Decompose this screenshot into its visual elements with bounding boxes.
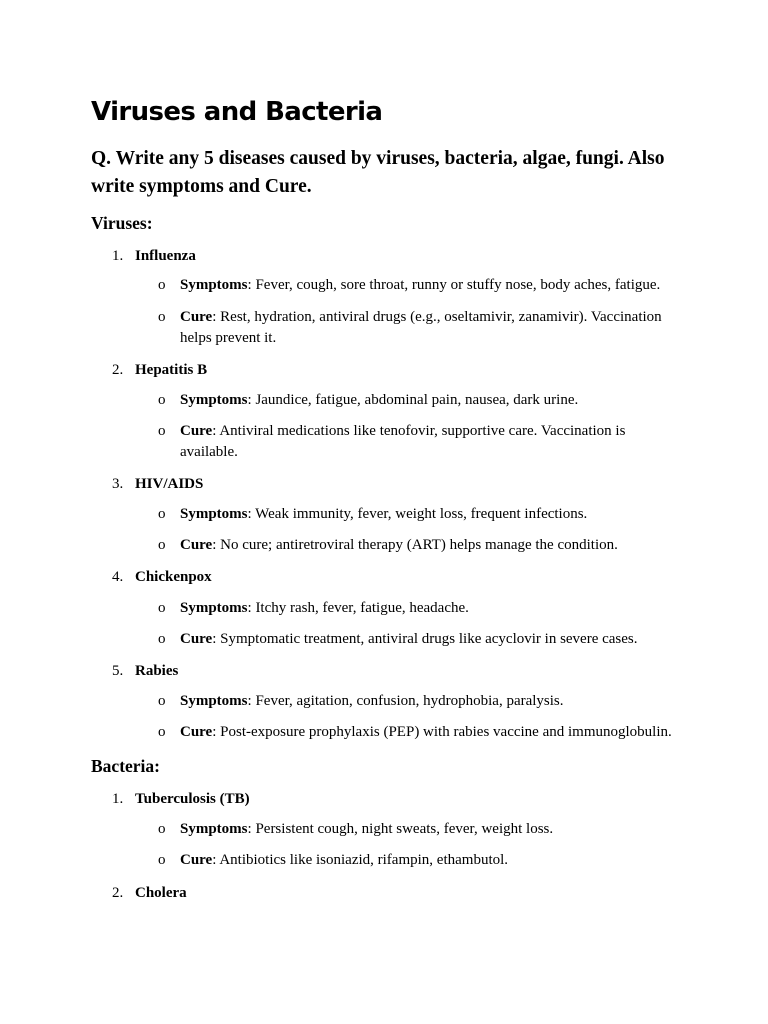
cure-value: Post-exposure prophylaxis (PEP) with rabies vaccine and immunoglobulin. [220, 724, 672, 740]
bullet-marker: o [158, 631, 166, 647]
label-separator: : [212, 724, 221, 740]
cure-value: Symptomatic treatment, antiviral drugs like acyclovir in severe cases. [220, 631, 638, 647]
bullet-marker: o [158, 537, 166, 553]
cure-label: Cure [180, 537, 213, 553]
cure-value: No cure; antiretroviral therapy (ART) helps manage the condition. [220, 537, 618, 553]
symptoms-value: Itchy rash, fever, fatigue, headache. [255, 600, 469, 616]
section-heading: Viruses: [91, 213, 153, 233]
disease-name: Hepatitis B [135, 362, 208, 378]
cure-label: Cure [180, 852, 213, 868]
symptoms-text [180, 275, 680, 296]
bullet-marker: o [158, 277, 166, 293]
disease-name: Tuberculosis (TB) [135, 791, 250, 807]
label-separator: : [212, 852, 220, 868]
cure-text [180, 722, 680, 743]
bullet-marker: o [158, 852, 166, 868]
label-separator: : [247, 693, 256, 709]
cure-text [180, 850, 680, 871]
list-number: 2. [112, 885, 124, 901]
symptoms-text [180, 691, 680, 712]
disease-name: Rabies [135, 663, 179, 679]
cure-label: Cure [180, 423, 213, 439]
bullet-marker: o [158, 724, 166, 740]
symptoms-label: Symptoms [180, 821, 248, 837]
symptoms-value: Jaundice, fatigue, abdominal pain, nausea, dark urine. [255, 392, 579, 408]
cure-label: Cure [180, 724, 213, 740]
symptoms-label: Symptoms [180, 277, 248, 293]
symptoms-value: Fever, agitation, confusion, hydrophobia, paralysis. [255, 693, 564, 709]
label-separator: : [247, 821, 256, 837]
symptoms-label: Symptoms [180, 392, 248, 408]
disease-name: HIV/AIDS [135, 476, 204, 492]
bullet-marker: o [158, 392, 166, 408]
cure-text [180, 307, 680, 349]
label-separator: : [212, 423, 220, 439]
symptoms-value: Persistent cough, night sweats, fever, weight loss. [255, 821, 554, 837]
question-text: Q. Write any 5 diseases caused by viruses, bacteria, algae, fungi. Also write symptoms and Cure. [91, 148, 665, 197]
list-number: 1. [112, 791, 124, 807]
document-title: Viruses and Bacteria [91, 97, 383, 127]
cure-value: Antiviral medications like tenofovir, supportive care. Vaccination is available. [180, 423, 626, 460]
cure-text [180, 629, 680, 650]
section-heading: Bacteria: [91, 756, 160, 776]
label-separator: : [247, 506, 256, 522]
symptoms-label: Symptoms [180, 600, 248, 616]
bullet-marker: o [158, 821, 166, 837]
symptoms-value: Fever, cough, sore throat, runny or stuffy nose, body aches, fatigue. [255, 277, 661, 293]
disease-name: Cholera [135, 885, 187, 901]
symptoms-label: Symptoms [180, 506, 248, 522]
symptoms-value: Weak immunity, fever, weight loss, frequent infections. [255, 506, 588, 522]
cure-label: Cure [180, 631, 213, 647]
list-number: 3. [112, 476, 124, 492]
symptoms-text [180, 598, 680, 619]
label-separator: : [247, 392, 256, 408]
bullet-marker: o [158, 600, 166, 616]
label-separator: : [212, 537, 221, 553]
cure-label: Cure [180, 309, 213, 325]
symptoms-text [180, 819, 680, 840]
cure-value: Rest, hydration, antiviral drugs (e.g., oseltamivir, zanamivir). Vaccination helps prevent it. [180, 309, 662, 346]
label-separator: : [247, 277, 256, 293]
bullet-marker: o [158, 423, 166, 439]
disease-name: Chickenpox [135, 569, 212, 585]
label-separator: : [247, 600, 256, 616]
symptoms-text [180, 504, 680, 525]
label-separator: : [212, 309, 221, 325]
list-number: 5. [112, 663, 124, 679]
bullet-marker: o [158, 309, 166, 325]
symptoms-text [180, 390, 680, 411]
symptoms-label: Symptoms [180, 693, 248, 709]
cure-value: Antibiotics like isoniazid, rifampin, ethambutol. [219, 852, 509, 868]
label-separator: : [212, 631, 221, 647]
list-number: 1. [112, 248, 124, 264]
list-number: 2. [112, 362, 124, 378]
bullet-marker: o [158, 506, 166, 522]
cure-text [180, 535, 680, 556]
bullet-marker: o [158, 693, 166, 709]
disease-name: Influenza [135, 248, 196, 264]
list-number: 4. [112, 569, 124, 585]
cure-text [180, 421, 680, 463]
